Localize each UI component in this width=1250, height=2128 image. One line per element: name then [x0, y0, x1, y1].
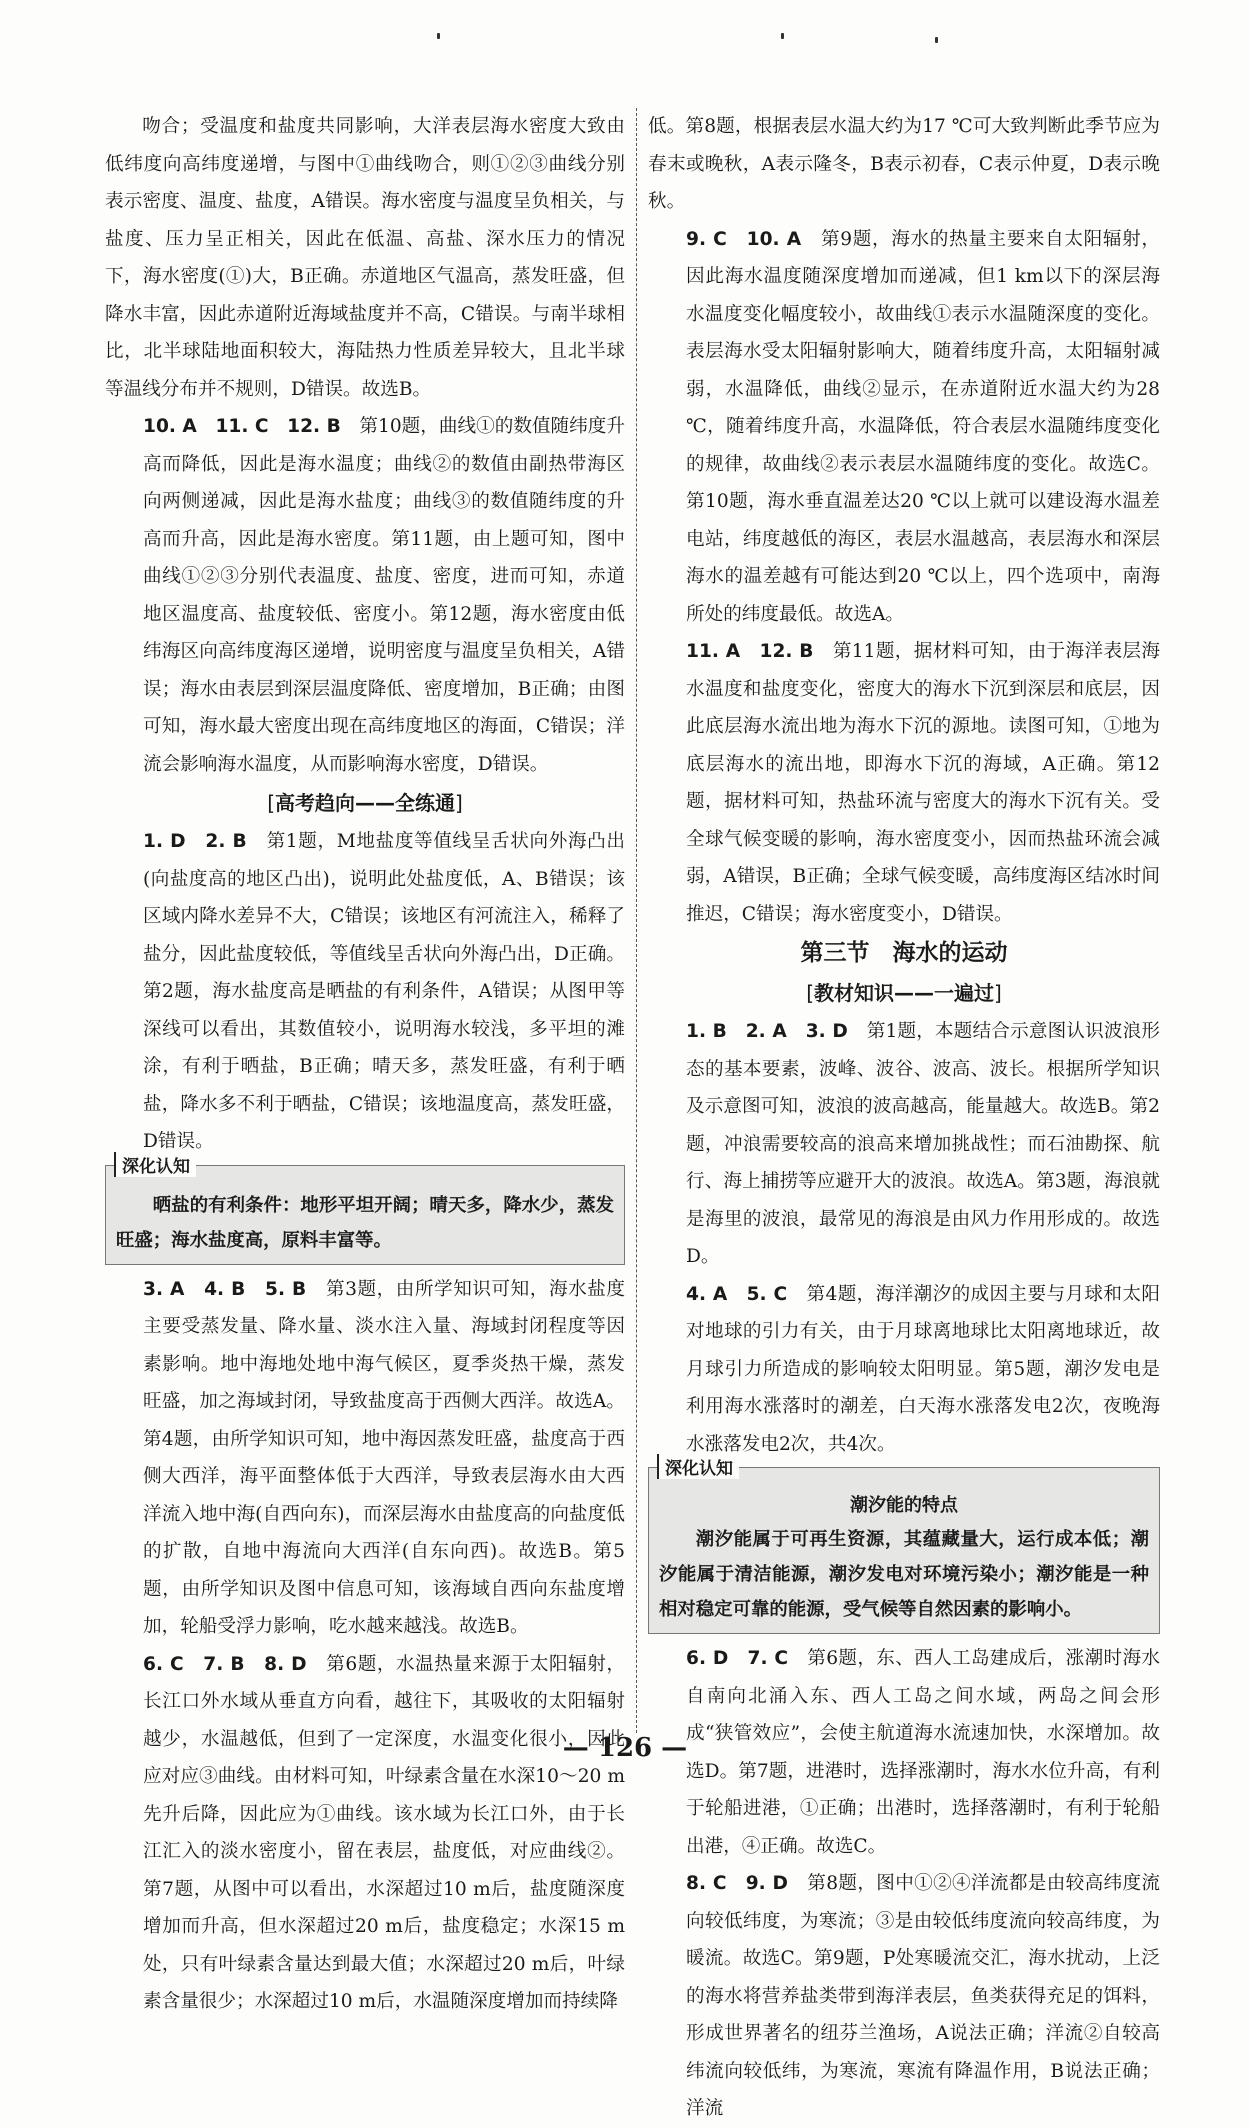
answer-paragraph: [648, 1013, 1160, 1276]
question-numbers: 9. C 10. A: [686, 228, 802, 250]
answer-paragraph: [105, 1646, 625, 2021]
answer-paragraph: [648, 633, 1160, 933]
scan-mark: [781, 33, 784, 39]
answer-text: 低。第8题，根据表层水温大约为17 ℃可大致判断此季节应为春末或晚秋，A表示隆冬，B表示初春，C表示仲夏，D表示晚秋。: [648, 116, 1160, 212]
section-heading: [教材知识——一遍过]: [806, 981, 1002, 1005]
answer-paragraph: [105, 1271, 625, 1646]
box-tag: 深化认知: [114, 1152, 196, 1177]
answer-text: 吻合；受温度和盐度共同影响，大洋表层海水密度大致由低纬度向高纬度递增，与图中①曲线吻合，则①②③曲线分别表示密度、温度、盐度，A错误。海水密度与温度呈负相关，与盐度、压力呈正相关，因此在低温、高盐、深水压力的情况下，海水密度(①)大，B正确。赤道地区气温高，蒸发旺盛，但降水丰富，因此赤道附近海域盐度并不高，C错误。与南半球相比，北半球陆地面积较大，海陆热力性质差异较大，且北半球等温线分布并不规则，D错误。故选B。: [105, 116, 625, 400]
right-column: [648, 108, 1160, 2128]
section-heading: [高考趋向——全练通]: [267, 791, 463, 815]
deepen-cognition-box: [105, 1156, 625, 1265]
answer-text: 第3题，由所学知识可知，海水盐度主要受蒸发量、降水量、淡水注入量、海域封闭程度等因素影响。地中海地处地中海气候区，夏季炎热干燥，蒸发旺盛，加之海域封闭，导致盐度高于西侧大西洋。故选A。第4题，由所学知识可知，地中海因蒸发旺盛，盐度高于西侧大西洋，海平面整体低于大西洋，导致表层海水由大西洋流入地中海(自西向东)，而深层海水由盐度高的向盐度低的扩散，自地中海流向大西洋(自东向西)。故选B。第5题，由所学知识及图中信息可知，该海域自西向东盐度增加，轮船受浮力影响，吃水越来越浅。故选B。: [143, 1278, 625, 1637]
question-numbers: 6. D 7. C: [686, 1648, 788, 1669]
question-numbers: 1. B 2. A 3. D: [686, 1021, 848, 1042]
box-title: 潮汐能的特点: [850, 1495, 958, 1516]
question-numbers: 10. A 11. C 12. B: [143, 416, 341, 437]
answer-text: 第6题，东、西人工岛建成后，涨潮时海水自南向北涌入东、西人工岛之间水域，两岛之间会形成“狭管效应”，会使主航道海水流速加快，水深增加。故选D。第7题，进港时，选择涨潮时，海水水位升高，有利于轮船进港，①正确；出港时，选择落潮时，有利于轮船出港，④正确。故选C。: [686, 1648, 1160, 1857]
answer-text: 第9题，海水的热量主要来自太阳辐射，因此海水温度随深度增加而递减，但1 km以下的深层海水温度变化幅度较小，故曲线①表示水温随深度的变化。表层海水受太阳辐射影响大，随着纬度升高，太阳辐射减弱，水温降低，曲线②显示，在赤道附近水温大约为28 ℃，随着纬度升高，水温降低，符合表层水温随纬度变化的规律，故曲线②表示表层水温随纬度的变化。故选C。第10题，海水垂直温差达20 ℃以上就可以建设海水温差电站，纬度越低的海区，表层水温越高，表层海水和深层海水的温差越有可能达到20 ℃以上，四个选项中，南海所处的纬度最低。故选A。: [686, 228, 1160, 625]
question-numbers: 4. A 5. C: [686, 1283, 788, 1305]
question-numbers: 11. A 12. B: [686, 641, 814, 662]
answer-text: 第6题，水温热量来源于太阳辐射，长江口外水域从垂直方向看，越往下，其吸收的太阳辐射越少，水温越低，但到了一定深度，水温变化很小，因此应对应③曲线。由材料可知，叶绿素含量在水深10～20 m先升后降，因此应为①曲线。该水域为长江口外，由于长江汇入的淡水密度小，留在表层，盐度低，对应曲线②。第7题，从图中可以看出，水深超过10 m后，盐度随深度增加而升高，但水深超过20 m后，盐度稳定；水深15 m处，只有叶绿素含量达到最大值；水深超过20 m后，叶绿素含量很少；水深超过10 m后，水温随深度增加而持续降: [143, 1653, 625, 2012]
answer-paragraph: [648, 108, 1160, 221]
answer-text: 第1题，本题结合示意图认识波浪形态的基本要素，波峰、波谷、波高、波长。根据所学知识及示意图可知，波浪的波高越高，能量越大。故选B。第2题，冲浪需要较高的浪高来增加挑战性；而石油勘探、航行、海上捕捞等应避开大的波浪。故选A。第3题，海浪就是海里的波浪，最常见的海浪是由风力作用形成的。故选D。: [686, 1021, 1160, 1267]
answer-text: 第1题，M地盐度等值线呈舌状向外海凸出(向盐度高的地区凸出)，说明此处盐度低，A、B错误；该区域内降水差异不大，C错误；该地区有河流注入，稀释了盐分，因此盐度较低，等值线呈舌状向外海凸出，D正确。第2题，海水盐度高是晒盐的有利条件，A错误；从图甲等深线可以看出，其数值较小，说明海水较浅，多平坦的滩涂，有利于晒盐，B正确；晴天多，蒸发旺盛，有利于晒盐，降水多不利于晒盐，C错误；该地温度高，蒸发旺盛，D错误。: [143, 831, 625, 1152]
answer-text: 第4题，海洋潮汐的成因主要与月球和太阳对地球的引力有关，由于月球离地球比太阳离地球近，故月球引力所造成的影响较太阳明显。第5题，潮汐发电是利用海水涨落时的潮差，白天海水涨落发电2次，夜晚海水涨落发电2次，共4次。: [686, 1283, 1160, 1455]
question-numbers: 1. D 2. B: [143, 831, 247, 852]
box-tag: 深化认知: [657, 1454, 739, 1479]
answer-paragraph: [648, 1865, 1160, 2128]
section-heading-text: 教材知识——一遍过: [814, 981, 994, 1005]
box-body: 潮汐能属于可再生资源，其蕴藏量大，运行成本低；潮汐能属于清洁能源，潮汐发电对环境污染小；潮汐能是一种相对稳定可靠的能源，受气候等自然因素的影响小。: [659, 1529, 1149, 1620]
answer-text: 第11题，据材料可知，由于海洋表层海水温度和盐度变化，密度大的海水下沉到深层和底层，因此底层海水流出地为海水下沉的源地。读图可知，①地为底层海水的流出地，即海水下沉的海域，A正确。第12题，据材料可知，热盐环流与密度大的海水下沉有关。受全球气候变暖的影响，海水密度变小，因而热盐环流会减弱，A错误，B正确；全球气候变暖，高纬度海区结冰时间推迟，C错误；海水密度变小，D错误。: [686, 641, 1160, 925]
scan-mark: [437, 33, 440, 39]
chapter-title: 第三节 海水的运动: [800, 940, 1008, 966]
page-number: — 126 —: [562, 1733, 688, 1763]
answer-text: 第8题，图中①②④洋流都是由较高纬度流向较低纬度，为寒流；③是由较低纬度流向较高纬度，为暖流。故选C。第9题，P处寒暖流交汇，海水扰动，上泛的海水将营养盐类带到海洋表层，鱼类获得充足的饵料，形成世界著名的纽芬兰渔场，A说法正确；洋流②自较高纬流向较低纬，为寒流，寒流有降温作用，B说法正确；洋流: [686, 1873, 1160, 2119]
answer-paragraph: [105, 823, 625, 1161]
question-numbers: 8. C 9. D: [686, 1873, 788, 1894]
answer-text: 第10题，曲线①的数值随纬度升高而降低，因此是海水温度；曲线②的数值由副热带海区向两侧递减，因此是海水盐度；曲线③的数值随纬度的升高而升高，因此是海水密度。第11题，由上题可知，图中曲线①②③分别代表温度、盐度、密度，进而可知，赤道地区温度高、盐度较低、密度小。第12题，海水密度由低纬海区向高纬度海区递增，说明密度与温度呈负相关，A错误；海水由表层到深层温度降低、密度增加，B正确；由图可知，海水最大密度出现在高纬度地区的海面，C错误；洋流会影响海水温度，从而影响海水密度，D错误。: [143, 416, 625, 775]
scan-mark: [935, 37, 938, 43]
question-numbers: 3. A 4. B 5. B: [143, 1278, 307, 1300]
answer-paragraph: [648, 1276, 1160, 1464]
column-divider: [636, 108, 638, 1733]
box-body: 晒盐的有利条件：地形平坦开阔；晴天多，降水少，蒸发旺盛；海水盐度高，原料丰富等。: [116, 1194, 614, 1251]
question-numbers: 6. C 7. B 8. D: [143, 1653, 307, 1675]
answer-paragraph: [648, 221, 1160, 634]
answer-paragraph: [105, 108, 625, 408]
section-heading-text: 高考趋向——全练通: [275, 791, 455, 815]
answer-paragraph: [105, 408, 625, 783]
deepen-cognition-box: [648, 1459, 1160, 1634]
